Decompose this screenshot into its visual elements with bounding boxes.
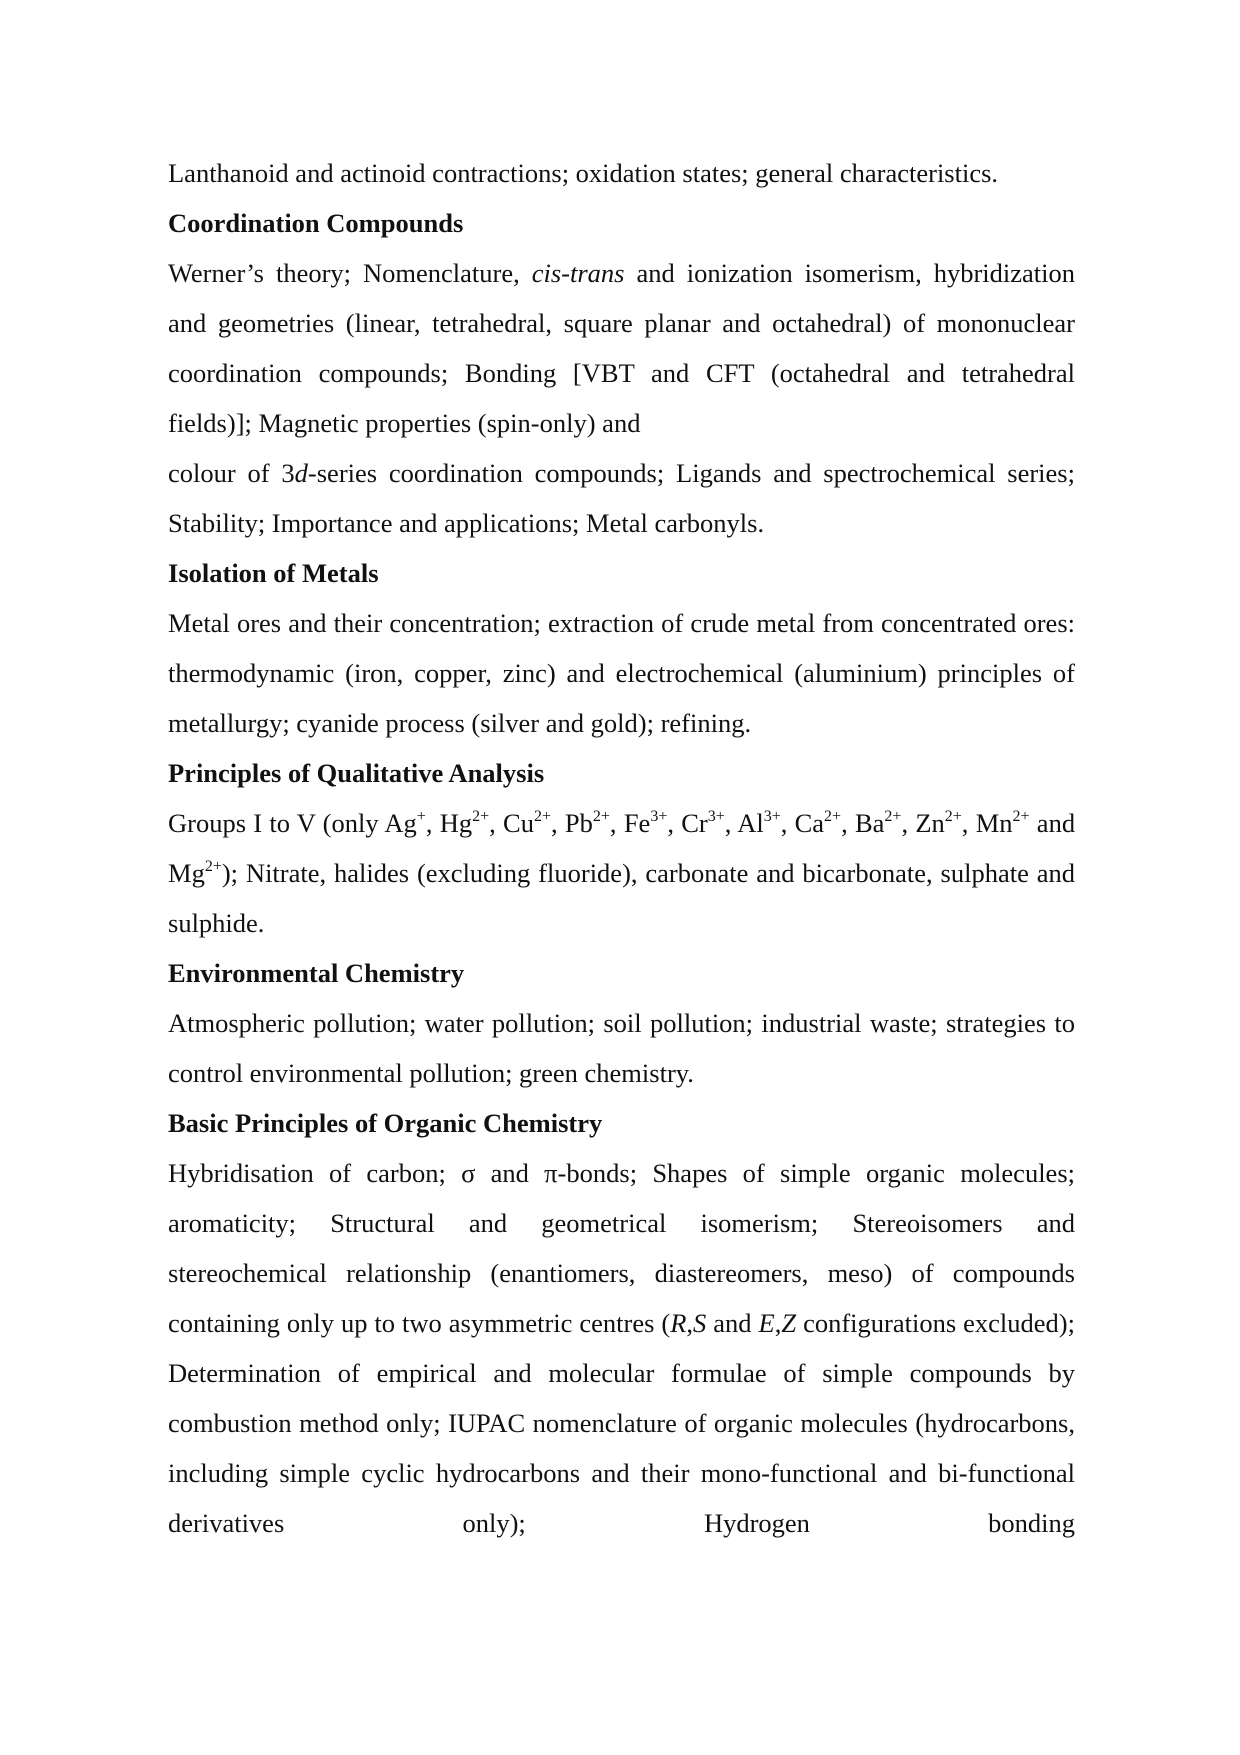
ion-symbol: Pb (564, 808, 593, 838)
ion-separator: , (425, 808, 440, 838)
text-run: Groups I to V (only (168, 808, 385, 838)
text-run: ); Nitrate, halides (excluding fluoride), carbonate and bicarbonate, sulphate and sulphide. (168, 858, 1075, 938)
italic-term: - (561, 258, 570, 288)
ion-symbol: Fe (623, 808, 651, 838)
ion-symbol: Al (737, 808, 764, 838)
section-title: Environmental Chemistry (168, 958, 465, 988)
ion-symbol: Hg (439, 808, 473, 838)
section-isolation-of-metals (168, 548, 1075, 748)
ion-separator: , (609, 808, 624, 838)
ion-symbol: Mg (168, 858, 205, 888)
ion-separator: , (724, 808, 738, 838)
ion-separator: , (961, 808, 976, 838)
ion-separator: , (841, 808, 855, 838)
ion-charge: 2+ (472, 808, 490, 825)
ion-separator: , (551, 808, 565, 838)
italic-symbol: E (758, 1308, 775, 1338)
section-paragraph (168, 1148, 1075, 1548)
section-title: Basic Principles of Organic Chemistry (168, 1108, 603, 1138)
italic-term: trans (569, 258, 625, 288)
italic-symbol: S (693, 1308, 707, 1338)
section-title: Coordination Compounds (168, 208, 464, 238)
section-organic-chemistry (168, 1098, 1075, 1548)
intro-paragraph: Lanthanoid and actinoid contractions; oxidation states; general characteristics. (168, 158, 999, 188)
section-title: Principles of Qualitative Analysis (168, 758, 545, 788)
text-run: , (774, 1308, 782, 1338)
ion-symbol: Cu (503, 808, 534, 838)
ion-charge: 2+ (204, 858, 222, 875)
text-run: colour of 3 (168, 458, 295, 488)
section-coordination-compounds (168, 198, 1075, 548)
italic-term: d (294, 458, 308, 488)
ion-charge: 3+ (650, 808, 668, 825)
italic-term: cis (531, 258, 562, 288)
section-paragraph: Atmospheric pollution; water pollution; soil pollution; industrial waste; strategies to control environmental pollution; green chemistry. (168, 1008, 1075, 1088)
ion-charge: 3+ (707, 808, 725, 825)
section-paragraph: Metal ores and their concentration; extraction of crude metal from concentrated ores: thermodynamic (iron, copper, zinc) and electrochemical (aluminium) principles of metallurgy; cyanide process (silver and gold); refining. (168, 608, 1075, 738)
text-run: and ionization isomerism, hybridization and geometries (linear, tetrahedral, square planar and octahedral) of mononuclear coordination compounds; Bonding [VBT and CFT (octahedral and tetrahedral fields)]; Magnetic properties (spin-only) and (168, 258, 1075, 438)
ion-symbol: Ba (854, 808, 885, 838)
text-run: -series coordination compounds; Ligands and spectrochemical series; Stability; Importance and applications; Metal carbonyls. (168, 458, 1075, 538)
ion-symbol: Ca (794, 808, 825, 838)
ion-separator: , (667, 808, 682, 838)
ion-symbol: Zn (915, 808, 945, 838)
text-run: configurations excluded); Determination of empirical and molecular formulae of simple compounds by combustion method only; IUPAC nomenclature of organic molecules (hydrocarbons, including simple cyclic hydrocarbons and their mono-functional and bi-functional derivatives only); Hydrogen bonding (168, 1308, 1075, 1538)
ion-separator: , (780, 808, 795, 838)
ion-charge: 2+ (1012, 808, 1030, 825)
section-paragraph (168, 798, 1075, 948)
ion-separator: and (1029, 808, 1076, 838)
text-run: Hybridisation of carbon; σ and π-bonds; Shapes of simple organic molecules; aromaticity; Structural and geometrical isomerism; Stereoisomers and stereochemical relationship (enantiomers, diastereomers, meso) of compounds containing only up to two asymmetric centres ( (168, 1158, 1075, 1338)
italic-symbol: R (670, 1308, 687, 1338)
ion-charge: 2+ (592, 808, 610, 825)
ion-symbol: Ag (384, 808, 417, 838)
text-run: Werner’s theory; Nomenclature, (168, 258, 532, 288)
ion-charge: 3+ (763, 808, 781, 825)
ion-charge: 2+ (824, 808, 842, 825)
section-paragraph (168, 248, 1075, 448)
ion-charge: 2+ (944, 808, 962, 825)
ion-separator: , (901, 808, 916, 838)
section-title: Isolation of Metals (168, 558, 379, 588)
ion-charge: + (416, 808, 426, 825)
ion-charge: 2+ (533, 808, 551, 825)
ion-symbol: Cr (681, 808, 708, 838)
section-environmental-chemistry (168, 948, 1075, 1098)
section-qualitative-analysis (168, 748, 1075, 948)
ion-symbol: Mn (975, 808, 1013, 838)
section-paragraph (168, 448, 1075, 548)
text-run: and (706, 1308, 759, 1338)
ion-charge: 2+ (884, 808, 902, 825)
text-run: , (686, 1308, 694, 1338)
ion-separator: , (489, 808, 504, 838)
italic-symbol: Z (781, 1308, 797, 1338)
